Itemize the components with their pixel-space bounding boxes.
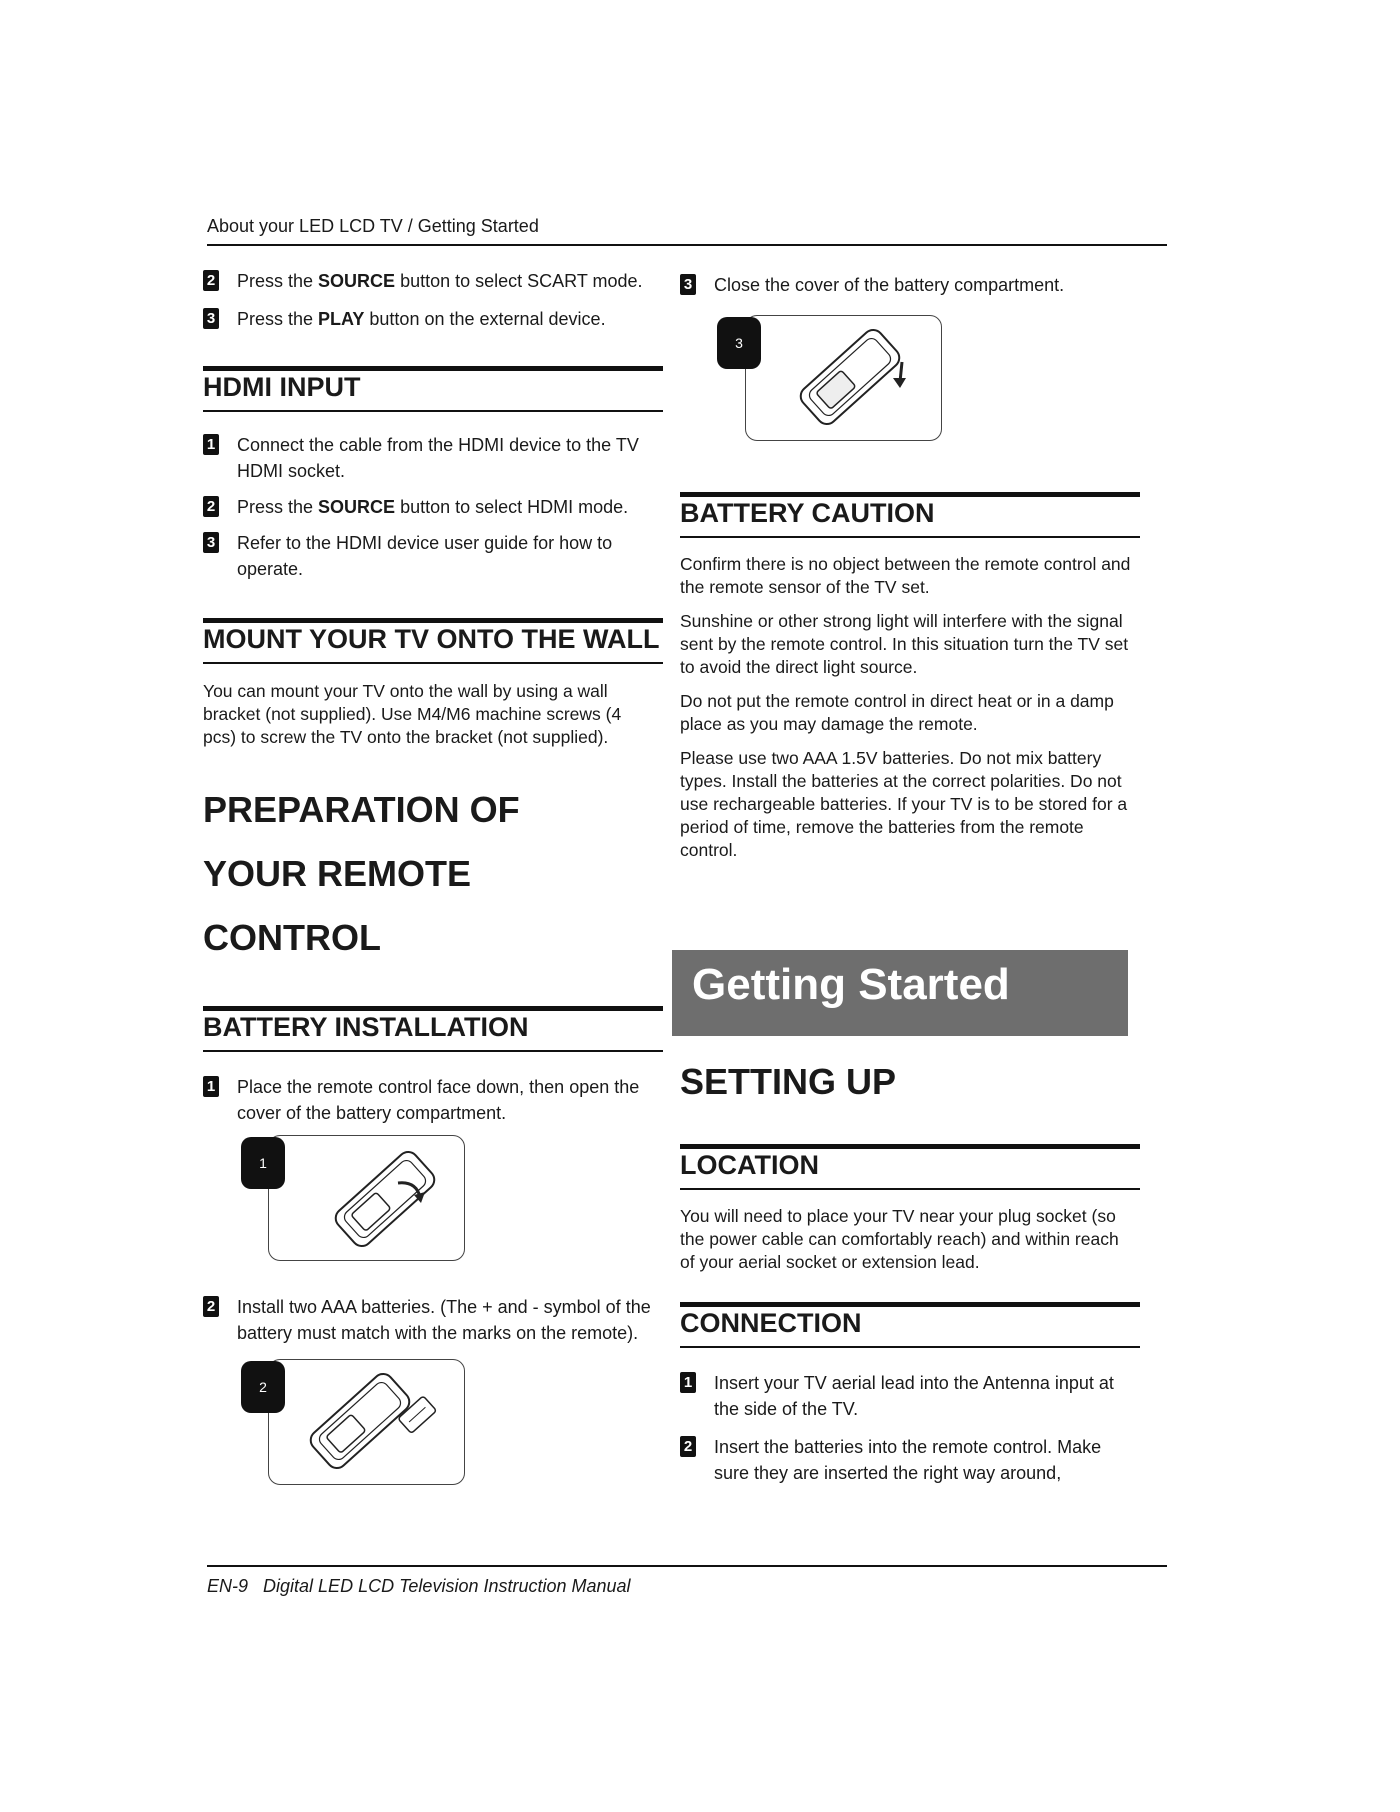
hdmi-step-1 xyxy=(203,432,658,484)
location-bottom-rule xyxy=(680,1188,1140,1190)
hdmi-top-rule xyxy=(203,366,663,371)
step-text: Insert the batteries into the remote control. Make sure they are inserted the right way around, xyxy=(714,1437,1102,1483)
remote-close-cover-icon xyxy=(790,322,930,432)
page-number: EN-9 xyxy=(207,1576,249,1596)
prep-title-line1: PREPARATION OF xyxy=(203,789,520,830)
connection-step-1 xyxy=(680,1370,1135,1422)
location-title: LOCATION xyxy=(680,1150,819,1180)
step-text: Connect the cable from the HDMI device to the TV HDMI socket. xyxy=(237,435,639,481)
step-number: 2 xyxy=(203,1296,219,1317)
battery-install-step-1 xyxy=(203,1074,658,1126)
figure-1-badge: 1 xyxy=(241,1137,285,1189)
step-text: Place the remote control face down, then open the cover of the battery compartment. xyxy=(237,1077,640,1123)
step-number: 2 xyxy=(203,496,219,517)
getting-started-banner: Getting Started xyxy=(672,950,1128,1036)
figure-2-badge: 2 xyxy=(241,1361,285,1413)
battery-install-step-2 xyxy=(203,1294,663,1346)
hdmi-steps xyxy=(203,432,658,582)
close-cover-step-3 xyxy=(680,272,1140,298)
caution-bottom-rule xyxy=(680,536,1140,538)
connection-top-rule xyxy=(680,1302,1140,1307)
prep-heading xyxy=(203,778,663,970)
manual-title: Digital LED LCD Television Instruction Manual xyxy=(263,1576,631,1596)
step-number: 3 xyxy=(203,308,219,329)
step-number: 1 xyxy=(203,1076,219,1097)
battery-install-bottom-rule xyxy=(203,1050,663,1052)
step-number: 3 xyxy=(203,532,219,553)
remote-batteries-icon xyxy=(300,1366,450,1476)
hdmi-section-title: HDMI INPUT xyxy=(203,372,361,402)
caution-top-rule xyxy=(680,492,1140,497)
prep-title-line2: YOUR REMOTE xyxy=(203,853,472,894)
hdmi-step-3 xyxy=(203,530,658,582)
connection-bottom-rule xyxy=(680,1346,1140,1348)
step-text: Press the SOURCE button to select HDMI mode. xyxy=(237,497,629,517)
hdmi-bottom-rule xyxy=(203,410,663,412)
step-number: 2 xyxy=(203,270,219,291)
step-number: 3 xyxy=(680,274,696,295)
prep-title-line3: CONTROL xyxy=(203,917,381,958)
scart-step-3 xyxy=(203,306,663,332)
step-text: Press the PLAY button on the external device. xyxy=(237,309,606,329)
hdmi-step-2 xyxy=(203,494,658,520)
scart-steps xyxy=(203,268,663,332)
mount-bottom-rule xyxy=(203,662,663,664)
step-number: 2 xyxy=(680,1436,696,1457)
caution-body xyxy=(680,553,1135,862)
battery-install-title: BATTERY INSTALLATION xyxy=(203,1012,529,1042)
footer-rule xyxy=(207,1565,1167,1567)
connection-step-2 xyxy=(680,1434,1135,1486)
location-top-rule xyxy=(680,1144,1140,1149)
battery-install-top-rule xyxy=(203,1006,663,1011)
page-footer xyxy=(207,1576,631,1597)
remote-open-cover-icon xyxy=(320,1145,450,1253)
caution-paragraph-4: Please use two AAA 1.5V batteries. Do not mix battery types. Install the batteries at the correct polarities. Do not use rechargeable batteries. If your TV is to be stored for a period of time, remove the batteries from the remote control. xyxy=(680,748,1128,860)
figure-3-badge: 3 xyxy=(717,317,761,369)
step-number: 1 xyxy=(203,434,219,455)
mount-paragraph: You can mount your TV onto the wall by using a wall bracket (not supplied). Use M4/M6 machine screws (4 pcs) to screw the TV onto the bracket (not supplied). xyxy=(203,681,622,747)
connection-title: CONNECTION xyxy=(680,1308,862,1338)
connection-steps xyxy=(680,1370,1135,1486)
caution-paragraph-1: Confirm there is no object between the remote control and the remote sensor of the TV set. xyxy=(680,554,1131,597)
page-header: About your LED LCD TV / Getting Started xyxy=(207,216,539,236)
mount-section-title: MOUNT YOUR TV ONTO THE WALL xyxy=(203,624,660,654)
step-text: Press the SOURCE button to select SCART mode. xyxy=(237,271,643,291)
setting-up-title: SETTING UP xyxy=(680,1061,897,1102)
step-text: Refer to the HDMI device user guide for how to operate. xyxy=(237,533,613,579)
caution-paragraph-3: Do not put the remote control in direct heat or in a damp place as you may damage the remote. xyxy=(680,691,1114,734)
step-text: Insert your TV aerial lead into the Antenna input at the side of the TV. xyxy=(714,1373,1114,1419)
mount-top-rule xyxy=(203,618,663,623)
step-number: 1 xyxy=(680,1372,696,1393)
step-text: Install two AAA batteries. (The + and - symbol of the battery must match with the marks on the remote). xyxy=(237,1297,651,1343)
header-rule xyxy=(207,244,1167,246)
location-paragraph: You will need to place your TV near your plug socket (so the power cable can comfortably reach) and within reach of your aerial socket or extension lead. xyxy=(680,1206,1119,1272)
step-text: Close the cover of the battery compartment. xyxy=(714,275,1065,295)
scart-step-2 xyxy=(203,268,663,294)
caution-paragraph-2: Sunshine or other strong light will interfere with the signal sent by the remote control. In this situation turn the TV set to avoid the direct light source. xyxy=(680,611,1129,677)
caution-title: BATTERY CAUTION xyxy=(680,498,935,528)
